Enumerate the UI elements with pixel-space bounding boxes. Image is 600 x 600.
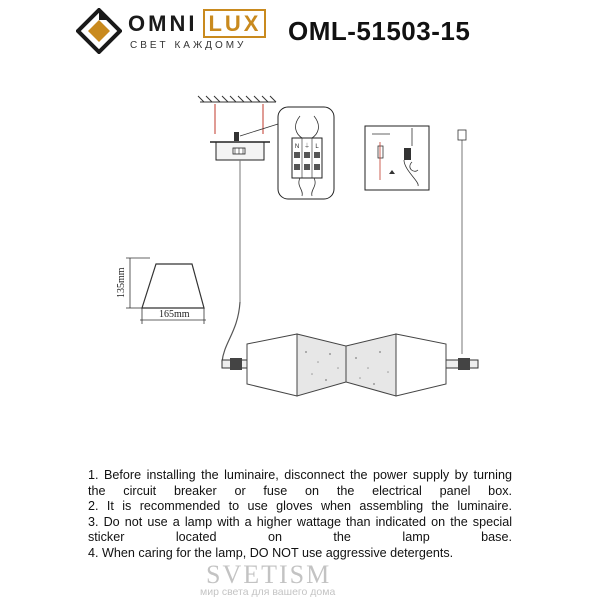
ceiling-canopy: [210, 142, 270, 160]
header: [0, 0, 600, 62]
instructions: [88, 468, 512, 561]
watermark: [176, 560, 416, 600]
omnilux-logo-icon: [76, 8, 122, 54]
luminaire-body: [222, 334, 478, 396]
cable-adjust-callout: [365, 126, 429, 190]
mounting-screws: [215, 104, 263, 134]
installation-diagram: [0, 62, 600, 462]
power-wire: [234, 124, 278, 141]
terminal-label-ground: ⏚: [303, 144, 311, 150]
watermark-logo: SVETISM: [206, 560, 332, 589]
instruction-item: 3. Do not use a lamp with a higher wattage than indicated on the special sticker located on the lamp base.: [88, 514, 512, 544]
terminal-label-n: N: [294, 144, 300, 150]
instruction-item: 1. Before installing the luminaire, disconnect the power supply by turning the circuit breaker or fuse on the electrical panel box.: [88, 468, 512, 498]
ceiling-hatch: [198, 96, 276, 102]
brand-omni: OMNI: [128, 11, 198, 36]
brand-lux: LUX: [203, 9, 266, 38]
terminal-callout: [278, 107, 334, 199]
instruction-item: 2. It is recommended to use gloves when assembling the luminaire.: [88, 499, 512, 513]
dim-height-label: 135mm: [116, 267, 127, 298]
terminal-label-l: L: [315, 144, 319, 150]
instruction-item: 4. When caring for the lamp, DO NOT use aggressive detergents.: [88, 545, 454, 560]
model-number: OML-51503-15: [288, 16, 471, 46]
dim-width-label: 165mm: [159, 309, 190, 320]
brand-tagline: СВЕТ КАЖДОМУ: [130, 40, 247, 51]
watermark-tagline: мир света для вашего дома: [200, 586, 336, 598]
brand-name: [128, 11, 266, 37]
shade-detail: [116, 258, 206, 324]
